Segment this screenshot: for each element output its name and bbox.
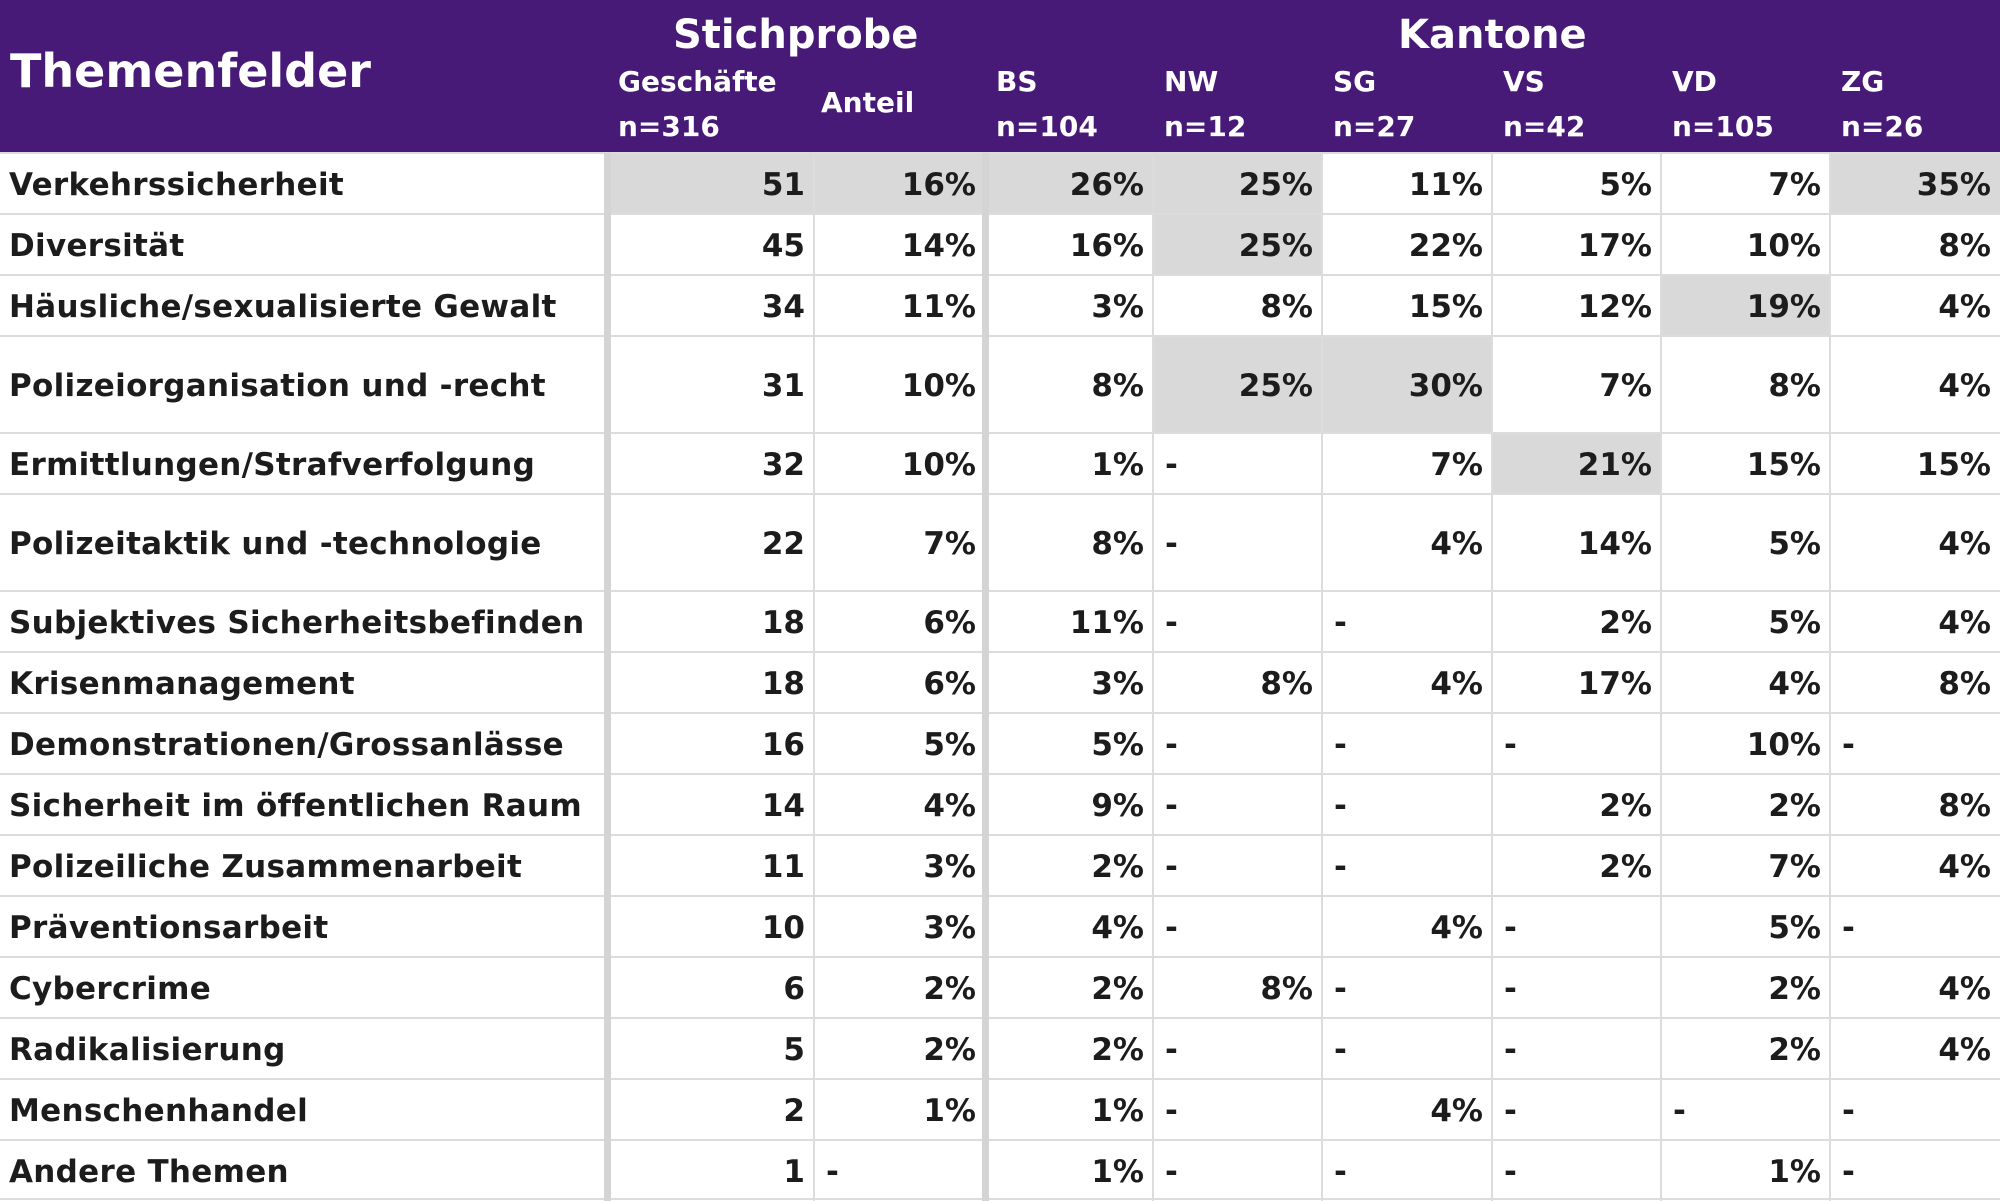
data-label: 8% xyxy=(1938,227,1991,264)
column-n-bs: n=104 xyxy=(996,110,1098,143)
data-label: 10% xyxy=(1746,227,1821,264)
column-n-geschaefte: n=316 xyxy=(618,110,720,143)
data-label: 15% xyxy=(1746,446,1821,483)
data-label: 9% xyxy=(1091,787,1144,824)
data-label: 7% xyxy=(1599,367,1652,404)
data-label: 17% xyxy=(1577,227,1652,264)
data-label: 4% xyxy=(923,787,976,824)
data-label: 3% xyxy=(923,848,976,885)
data-label: 8% xyxy=(1260,665,1313,702)
table-title: Themenfelder xyxy=(10,44,371,98)
data-label: 5% xyxy=(1091,726,1144,763)
column-n-nw: n=12 xyxy=(1164,110,1247,143)
row-divider xyxy=(0,213,2000,215)
data-label: 14% xyxy=(901,227,976,264)
data-label: 16% xyxy=(901,166,976,203)
data-label: 34 xyxy=(761,288,805,325)
data-label: 2% xyxy=(923,1031,976,1068)
row-divider xyxy=(0,651,2000,653)
data-label: - xyxy=(1504,1031,1517,1068)
data-label: 1% xyxy=(1768,1153,1821,1190)
data-label: 8% xyxy=(1938,665,1991,702)
column-n-zg: n=26 xyxy=(1841,110,1924,143)
data-label: 4% xyxy=(1938,525,1991,562)
data-label: - xyxy=(1165,604,1178,641)
data-label: - xyxy=(1334,1153,1347,1190)
column-header-anteil: Anteil xyxy=(821,86,915,119)
data-label: 11 xyxy=(761,848,805,885)
data-label: 21% xyxy=(1577,446,1652,483)
data-label: 22 xyxy=(761,525,805,562)
data-label: 19% xyxy=(1746,288,1821,325)
data-label: 3% xyxy=(1091,665,1144,702)
row-label: Verkehrssicherheit xyxy=(9,166,345,203)
data-label: - xyxy=(1504,909,1517,946)
data-label: 4% xyxy=(1938,848,1991,885)
column-n-vd: n=105 xyxy=(1672,110,1774,143)
data-label: 2% xyxy=(1091,970,1144,1007)
row-label: Diversität xyxy=(9,227,185,264)
data-label: 10% xyxy=(901,446,976,483)
data-label: 35% xyxy=(1916,166,1991,203)
data-label: 1% xyxy=(1091,1092,1144,1129)
data-label: 2% xyxy=(1599,848,1652,885)
data-label: - xyxy=(1165,525,1178,562)
data-label: - xyxy=(1504,1092,1517,1129)
row-label: Präventionsarbeit xyxy=(9,909,329,946)
data-label: - xyxy=(1165,1031,1178,1068)
data-label: 4% xyxy=(1938,604,1991,641)
data-label: 7% xyxy=(1430,446,1483,483)
data-label: - xyxy=(1165,848,1178,885)
data-label: 15% xyxy=(1916,446,1991,483)
data-label: - xyxy=(1165,446,1178,483)
data-label: 4% xyxy=(1938,1031,1991,1068)
data-label: - xyxy=(1334,848,1347,885)
data-label: 25% xyxy=(1238,367,1313,404)
data-label: 8% xyxy=(1260,970,1313,1007)
data-label: 2% xyxy=(1091,848,1144,885)
data-label: 2% xyxy=(1599,787,1652,824)
row-label: Menschenhandel xyxy=(9,1092,309,1129)
row-label: Andere Themen xyxy=(9,1153,289,1190)
column-header-vd: VD xyxy=(1672,65,1717,98)
data-label: - xyxy=(1334,726,1347,763)
data-label: 5% xyxy=(1768,909,1821,946)
column-n-sg: n=27 xyxy=(1333,110,1416,143)
data-label: 18 xyxy=(761,665,805,702)
row-label: Radikalisierung xyxy=(9,1031,286,1068)
data-label: 17% xyxy=(1577,665,1652,702)
data-label: - xyxy=(1334,970,1347,1007)
row-label: Ermittlungen/Strafverfolgung xyxy=(9,446,536,483)
row-divider xyxy=(0,590,2000,592)
data-label: 10 xyxy=(761,909,805,946)
row-label: Polizeiliche Zusammenarbeit xyxy=(9,848,523,885)
data-label: 5% xyxy=(1768,604,1821,641)
column-header-vs: VS xyxy=(1503,65,1545,98)
data-label: - xyxy=(1334,787,1347,824)
row-divider xyxy=(0,432,2000,434)
data-label: 5% xyxy=(1768,525,1821,562)
data-label: 16% xyxy=(1069,227,1144,264)
data-label: 5% xyxy=(923,726,976,763)
data-label: 2% xyxy=(1768,787,1821,824)
data-label: - xyxy=(1673,1092,1686,1129)
data-label: - xyxy=(1165,1153,1178,1190)
row-divider xyxy=(0,956,2000,958)
row-divider xyxy=(0,335,2000,337)
data-label: 45 xyxy=(761,227,805,264)
data-label: 14 xyxy=(761,787,805,824)
data-label: 7% xyxy=(1768,848,1821,885)
row-divider xyxy=(0,712,2000,714)
group-label-kantone: Kantone xyxy=(1398,12,1587,58)
data-label: 6% xyxy=(923,604,976,641)
data-label: 1% xyxy=(1091,1153,1144,1190)
column-header-zg: ZG xyxy=(1841,65,1885,98)
data-label: 15% xyxy=(1408,288,1483,325)
data-label: 2% xyxy=(1768,1031,1821,1068)
data-label: - xyxy=(1504,970,1517,1007)
column-header-nw: NW xyxy=(1164,65,1219,98)
row-label: Polizeitaktik und -technologie xyxy=(9,525,542,562)
row-label: Sicherheit im öffentlichen Raum xyxy=(9,787,582,824)
data-label: 3% xyxy=(1091,288,1144,325)
data-label: 2% xyxy=(1768,970,1821,1007)
data-label: 4% xyxy=(1938,367,1991,404)
data-label: 25% xyxy=(1238,227,1313,264)
data-label: 30% xyxy=(1408,367,1483,404)
data-label: - xyxy=(1334,1031,1347,1068)
data-label: - xyxy=(1165,1092,1178,1129)
row-label: Subjektives Sicherheitsbefinden xyxy=(9,604,585,641)
data-label: 1% xyxy=(1091,446,1144,483)
data-label: 4% xyxy=(1430,909,1483,946)
row-divider xyxy=(0,773,2000,775)
data-label: 10% xyxy=(901,367,976,404)
data-label: 25% xyxy=(1238,166,1313,203)
data-label: 4% xyxy=(1430,1092,1483,1129)
data-label: 4% xyxy=(1938,288,1991,325)
data-label: 6% xyxy=(923,665,976,702)
row-divider xyxy=(0,274,2000,276)
data-label: 1% xyxy=(923,1092,976,1129)
data-label: 8% xyxy=(1768,367,1821,404)
row-divider xyxy=(0,1017,2000,1019)
data-label: 12% xyxy=(1577,288,1652,325)
data-label: 4% xyxy=(1768,665,1821,702)
row-divider xyxy=(0,1139,2000,1141)
column-header-bs: BS xyxy=(996,65,1038,98)
column-n-vs: n=42 xyxy=(1503,110,1586,143)
data-label: 3% xyxy=(923,909,976,946)
data-label: 4% xyxy=(1091,909,1144,946)
data-label: 5 xyxy=(783,1031,805,1068)
row-divider xyxy=(0,895,2000,897)
data-label: 11% xyxy=(901,288,976,325)
data-label: 11% xyxy=(1069,604,1144,641)
data-label: 31 xyxy=(761,367,805,404)
column-header-sg: SG xyxy=(1333,65,1377,98)
data-label: - xyxy=(1842,1092,1855,1129)
data-label: 2 xyxy=(783,1092,805,1129)
data-label: 11% xyxy=(1408,166,1483,203)
data-label: 7% xyxy=(1768,166,1821,203)
data-label: 6 xyxy=(783,970,805,1007)
column-header-geschaefte: Geschäfte xyxy=(618,65,777,98)
data-label: 4% xyxy=(1430,665,1483,702)
row-divider xyxy=(0,152,2000,154)
row-label: Krisenmanagement xyxy=(9,665,355,702)
data-label: 22% xyxy=(1408,227,1483,264)
data-label: - xyxy=(1842,726,1855,763)
row-divider xyxy=(0,493,2000,495)
row-divider xyxy=(0,1078,2000,1080)
data-label: 4% xyxy=(1938,970,1991,1007)
data-label: 51 xyxy=(761,166,805,203)
data-label: 8% xyxy=(1938,787,1991,824)
data-label: - xyxy=(1165,787,1178,824)
data-label: 5% xyxy=(1599,166,1652,203)
data-label: 7% xyxy=(923,525,976,562)
data-label: 1 xyxy=(783,1153,805,1190)
data-label: - xyxy=(1165,909,1178,946)
data-label: 26% xyxy=(1069,166,1144,203)
data-label: - xyxy=(1842,909,1855,946)
data-label: 4% xyxy=(1430,525,1483,562)
data-label: 10% xyxy=(1746,726,1821,763)
row-label: Demonstrationen/Grossanlässe xyxy=(9,726,564,763)
data-label: - xyxy=(1165,726,1178,763)
data-label: - xyxy=(826,1153,839,1190)
data-label: - xyxy=(1504,726,1517,763)
data-label: 2% xyxy=(1091,1031,1144,1068)
data-label: - xyxy=(1334,604,1347,641)
data-label: - xyxy=(1842,1153,1855,1190)
data-label: 14% xyxy=(1577,525,1652,562)
data-label: 32 xyxy=(761,446,805,483)
row-label: Häusliche/sexualisierte Gewalt xyxy=(9,288,557,325)
data-label: 16 xyxy=(761,726,805,763)
data-label: 8% xyxy=(1091,525,1144,562)
row-divider xyxy=(0,834,2000,836)
row-label: Cybercrime xyxy=(9,970,212,1007)
data-label: 18 xyxy=(761,604,805,641)
data-label: 8% xyxy=(1091,367,1144,404)
data-label: - xyxy=(1504,1153,1517,1190)
data-label: 8% xyxy=(1260,288,1313,325)
row-label: Polizeiorganisation und -recht xyxy=(9,367,546,404)
group-label-stichprobe: Stichprobe xyxy=(673,12,919,58)
data-label: 2% xyxy=(923,970,976,1007)
data-label: 2% xyxy=(1599,604,1652,641)
